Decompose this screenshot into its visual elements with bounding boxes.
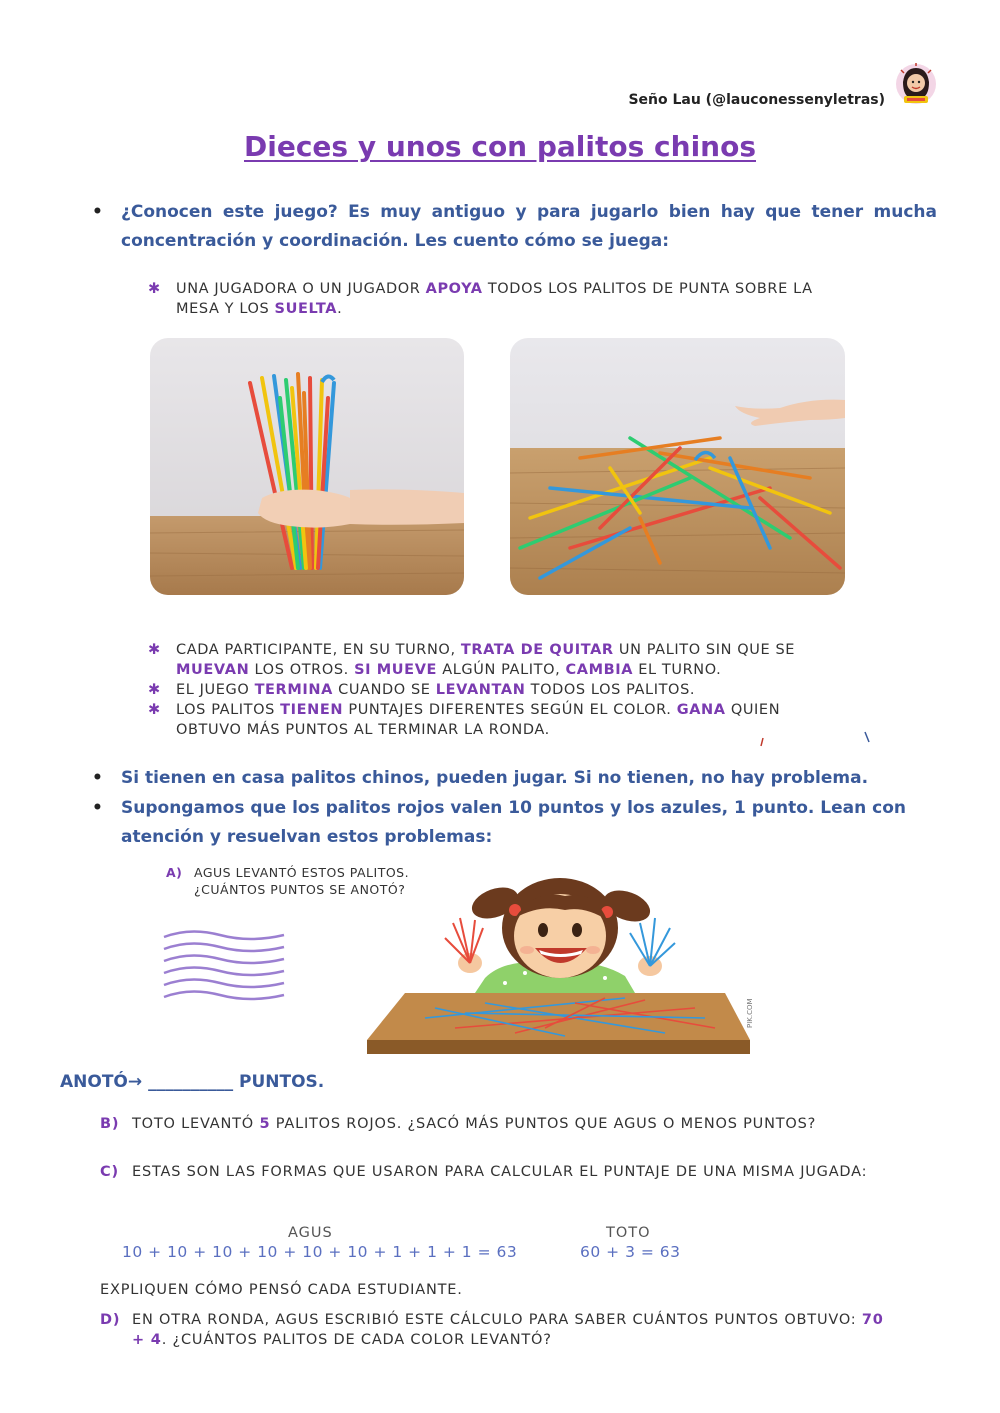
problem-b: B) TOTO LEVANTÓ 5 PALITOS ROJOS. ¿SACÓ MÁS PUNTOS QUE AGUS O MENOS PUNTOS?	[100, 1116, 817, 1132]
asterisk-icon: ✱	[148, 682, 161, 698]
problem-a: A) AGUS LEVANTÓ ESTOS PALITOS. ¿CUÁNTOS PUNTOS SE ANOTÓ?	[166, 865, 410, 897]
intro-bullet: • ¿Conocen este juego? Es muy antiguo y para jugarlo bien hay que tener mucha concentración y coordinación. Les cuento cómo se juega:	[92, 198, 937, 256]
decorative-marks	[755, 730, 875, 750]
bullet-play-at-home: • Si tienen en casa palitos chinos, pueden jugar. Si no tienen, no hay problema.	[92, 764, 937, 793]
bullet-scoring: • Supongamos que los palitos rojos valen 10 puntos y los azules, 1 punto. Lean con atención y resuelvan estos problemas:	[92, 794, 937, 852]
explain-instruction: EXPLIQUEN CÓMO PENSÓ CADA ESTUDIANTE.	[100, 1282, 463, 1298]
agus-label: AGUS	[288, 1225, 333, 1241]
asterisk-icon: ✱	[148, 702, 161, 718]
toto-label: TOTO	[606, 1225, 651, 1241]
bullet-dot-icon: •	[92, 768, 103, 788]
asterisk-icon: ✱	[148, 642, 161, 658]
agus-calculation: 10 + 10 + 10 + 10 + 10 + 10 + 1 + 1 + 1 = 63	[122, 1243, 518, 1261]
wavy-sticks-icon	[160, 925, 290, 1015]
photo-sticks-on-table	[510, 338, 845, 595]
page-title: Dieces y unos con palitos chinos	[244, 130, 756, 163]
photo-hand-holding-sticks	[150, 338, 464, 595]
bullet-dot-icon: •	[92, 202, 103, 222]
problem-d: D) EN OTRA RONDA, AGUS ESCRIBIÓ ESTE CÁLCULO PARA SABER CUÁNTOS PUNTOS OBTUVO: 70 + 4. ¿CUÁNTOS PALITOS DE CADA COLOR LEVANTÓ?	[100, 1312, 884, 1348]
answer-blank-a[interactable]: __________	[148, 1072, 234, 1092]
author-avatar-icon	[893, 62, 939, 108]
rule-4: ✱ LOS PALITOS TIENEN PUNTAJES DIFERENTES SEGÚN EL COLOR. GANA QUIEN OBTUVO MÁS PUNTOS AL TERMINAR LA RONDA.	[148, 702, 781, 738]
answer-line-a: ANOTÓ→ __________ PUNTOS.	[60, 1072, 325, 1092]
image-credit: PIK.COM	[746, 998, 754, 1028]
toto-calculation: 60 + 3 = 63	[580, 1243, 681, 1261]
rule-3: ✱ EL JUEGO TERMINA CUANDO SE LEVANTAN TODOS LOS PALITOS.	[148, 682, 696, 698]
rule-1: ✱ UNA JUGADORA O UN JUGADOR APOYA TODOS LOS PALITOS DE PUNTA SOBRE LA MESA Y LOS SUELTA.	[148, 281, 813, 317]
problem-c: C) ESTAS SON LAS FORMAS QUE USARON PARA CALCULAR EL PUNTAJE DE UNA MISMA JUGADA:	[100, 1164, 868, 1180]
bullet-dot-icon: •	[92, 798, 103, 818]
rule-2: ✱ CADA PARTICIPANTE, EN SU TURNO, TRATA DE QUITAR UN PALITO SIN QUE SE MUEVAN LOS OTROS. SI MUEVE ALGÚN PALITO, CAMBIA EL TURNO.	[148, 642, 796, 678]
girl-playing-illustration	[365, 868, 765, 1058]
asterisk-icon: ✱	[148, 281, 161, 297]
author-credit: Seño Lau (@lauconessenyletras)	[628, 92, 885, 108]
